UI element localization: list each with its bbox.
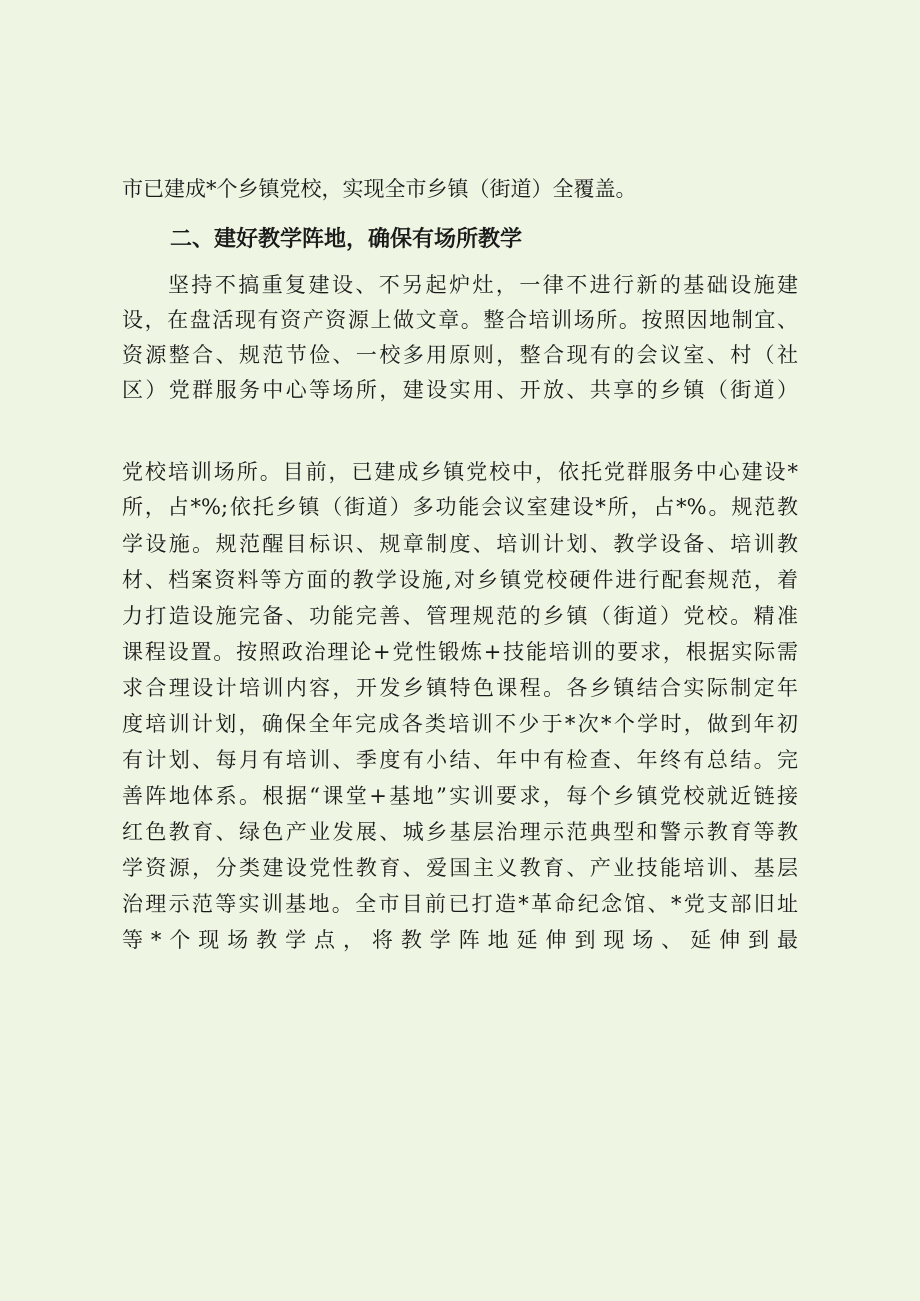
paragraph-line: 设，在盘活现有资产资源上做文章。整合培训场所。按照因地制宜、 bbox=[122, 308, 798, 332]
paragraph-line: 治理示范等实训基地。全市目前已打造*革命纪念馆、*党支部旧址 bbox=[122, 892, 798, 916]
paragraph-line: 等*个现场教学点，将教学阵地延伸到现场、延伸到最 bbox=[122, 928, 798, 952]
paragraph-line: 材、档案资料等方面的教学设施,对乡镇党校硬件进行配套规范，着 bbox=[122, 568, 798, 592]
paragraph-line: 红色教育、绿色产业发展、城乡基层治理示范典型和警示教育等教 bbox=[122, 820, 798, 844]
paragraph-line: 区）党群服务中心等场所，建设实用、开放、共享的乡镇（街道） bbox=[122, 378, 798, 402]
paragraph-line: 学设施。规范醒目标识、规章制度、培训计划、教学设备、培训教 bbox=[122, 532, 798, 556]
paragraph-line: 资源整合、规范节俭、一校多用原则，整合现有的会议室、村（社 bbox=[122, 343, 798, 367]
paragraph-line: 课程设置。按照政治理论+党性锻炼+技能培训的要求，根据实际需 bbox=[122, 640, 798, 664]
section-heading: 二、建好教学阵地，确保有场所教学 bbox=[170, 227, 523, 252]
paragraph-line: 求合理设计培训内容，开发乡镇特色课程。各乡镇结合实际制定年 bbox=[122, 676, 798, 700]
paragraph-line: 力打造设施完备、功能完善、管理规范的乡镇（街道）党校。精准 bbox=[122, 604, 798, 628]
paragraph-line: 有计划、每月有培训、季度有小结、年中有检查、年终有总结。完 bbox=[122, 748, 798, 772]
paragraph-line: 善阵地体系。根据“课堂+基地”实训要求，每个乡镇党校就近链接 bbox=[122, 784, 798, 808]
paragraph-line: 学资源，分类建设党性教育、爱国主义教育、产业技能培训、基层 bbox=[122, 856, 798, 880]
paragraph-line: 坚持不搞重复建设、不另起炉灶，一律不进行新的基础设施建 bbox=[168, 273, 798, 297]
paragraph-line: 所，占*%;依托乡镇（街道）多功能会议室建设*所，占*%。规范教 bbox=[122, 495, 798, 519]
continued-line: 市已建成*个乡镇党校，实现全市乡镇（街道）全覆盖。 bbox=[122, 177, 637, 201]
paragraph-line: 党校培训场所。目前，已建成乡镇党校中，依托党群服务中心建设* bbox=[122, 460, 798, 484]
paragraph-line: 度培训计划，确保全年完成各类培训不少于*次*个学时，做到年初 bbox=[122, 712, 798, 736]
